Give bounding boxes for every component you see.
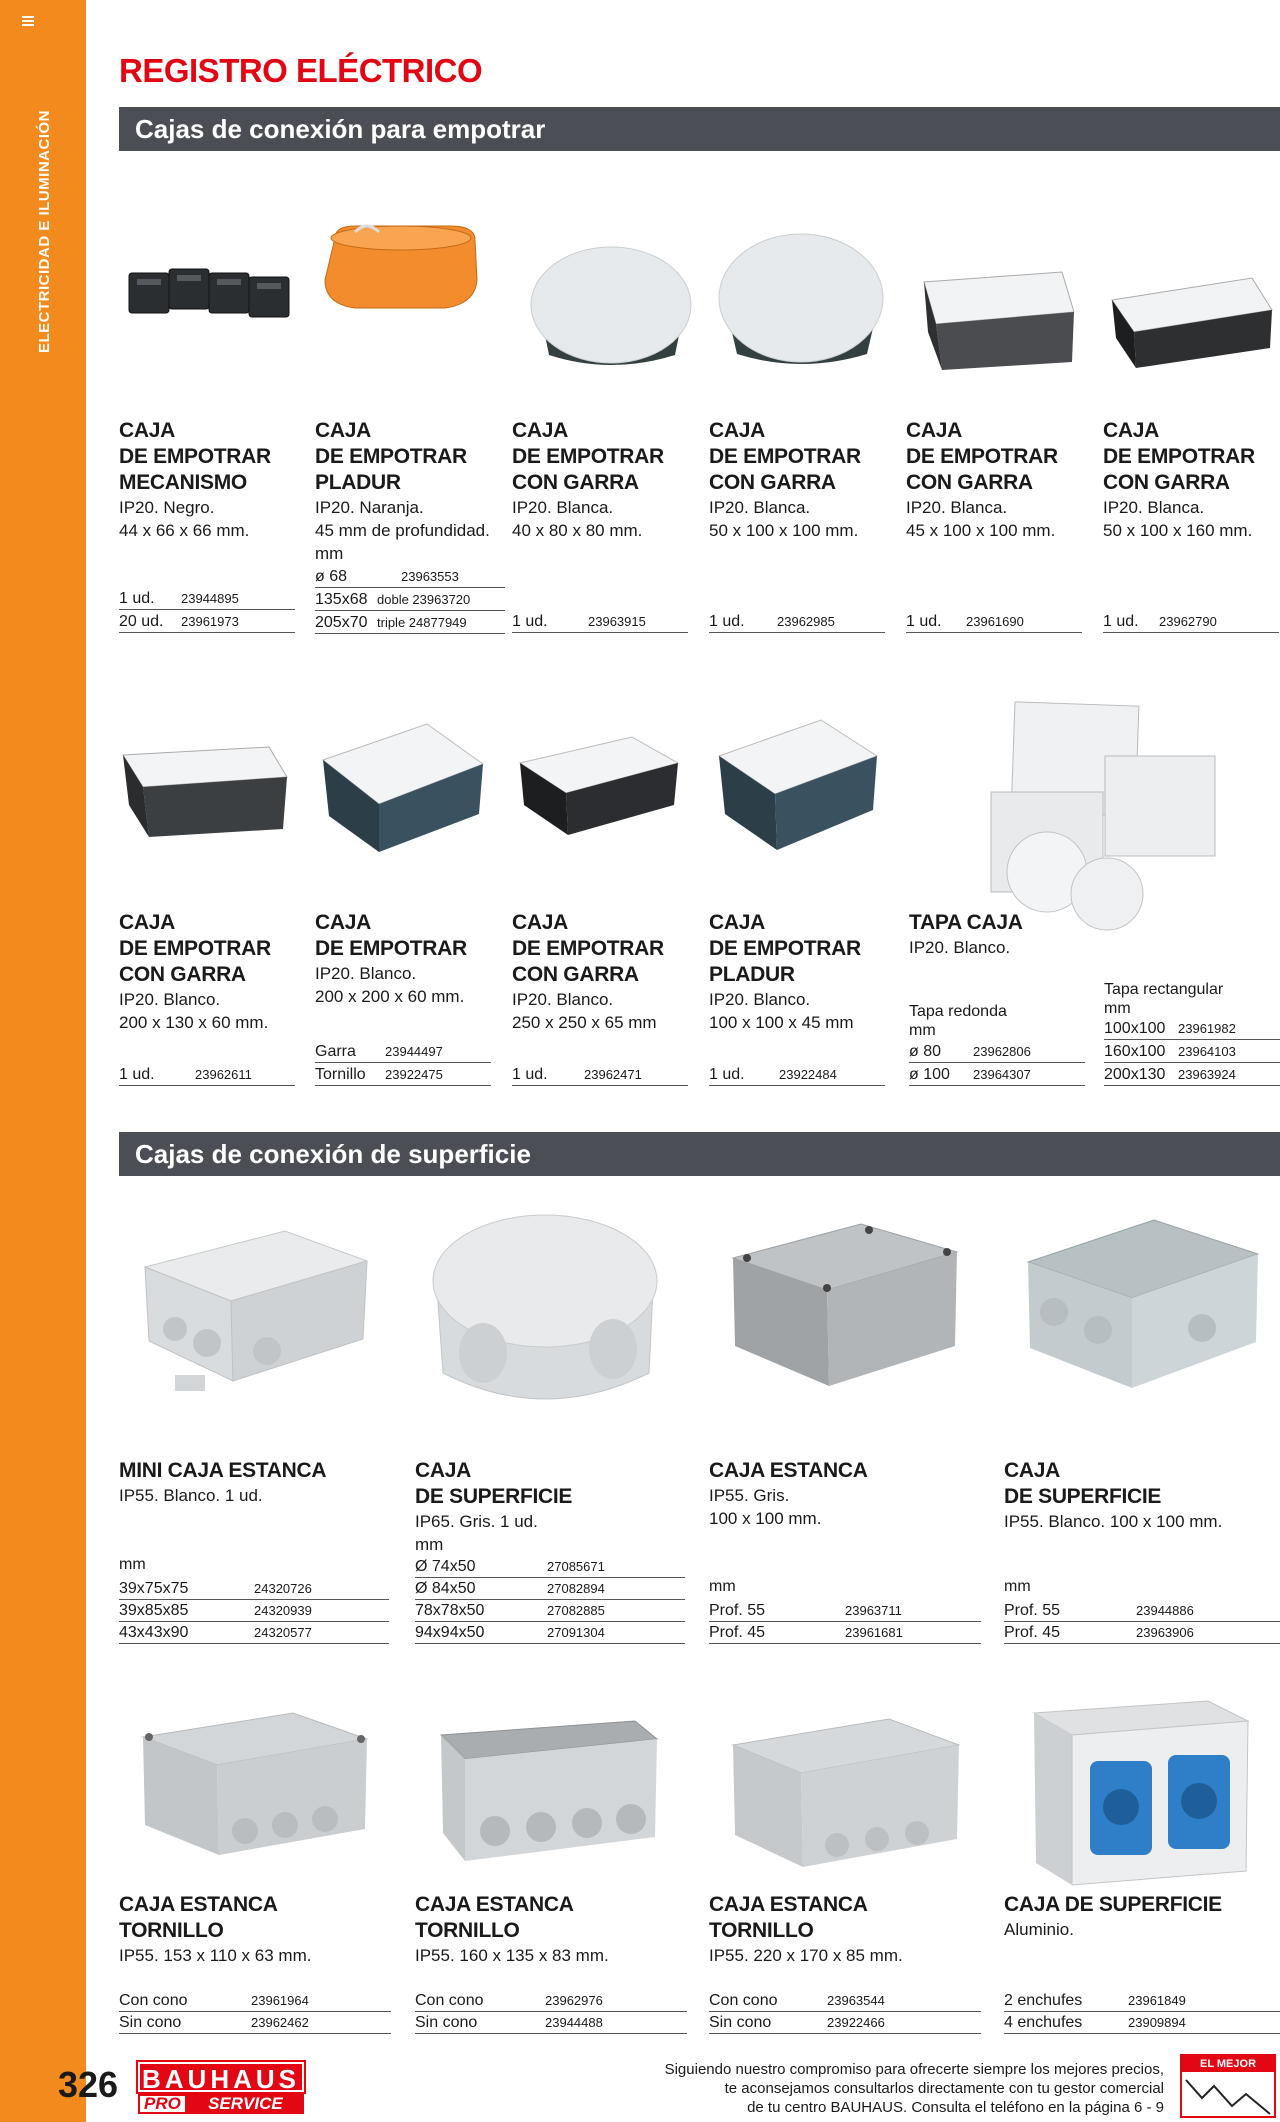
logo-pro: PRO: [138, 2094, 187, 2114]
product-s6-info: [415, 1892, 685, 1967]
product-title: CAJA ESTANCA TORNILLO: [415, 1893, 574, 1942]
row-size: Con cono: [709, 1992, 778, 2009]
product-image-s8: [1028, 1695, 1258, 1890]
product-image-s5: [135, 1705, 375, 1875]
row-code: 23944497: [385, 1044, 443, 1059]
row-code: 23961964: [251, 1993, 309, 2008]
bauhaus-logo: [138, 2062, 304, 2114]
product-image-s1: [135, 1225, 375, 1405]
product-s5-info: [119, 1892, 389, 1967]
table-row: [119, 1600, 389, 1622]
table-row: [315, 589, 505, 611]
row-size: 39x85x85: [119, 1602, 189, 1619]
product-desc: IP20. Blanco. 200 x 130 x 60 mm.: [119, 990, 269, 1032]
row-code: 23963711: [845, 1603, 902, 1618]
section-empotrar: Cajas de conexión para empotrar: [119, 107, 1280, 151]
row-code: 23961849: [1128, 1993, 1186, 2008]
row-code: 24320577: [254, 1625, 312, 1640]
product-title: MINI CAJA ESTANCA: [119, 1459, 327, 1482]
product-image-s7: [725, 1715, 965, 1885]
product-p8-info: [315, 910, 505, 1008]
product-desc: IP55. Blanco. 1 ud.: [119, 1486, 263, 1505]
table-row: [909, 1064, 1085, 1086]
section-superficie: Cajas de conexión de superficie: [119, 1132, 1280, 1176]
row-code: triple 24877949: [377, 615, 467, 630]
rect-unit: mm: [1104, 1000, 1131, 1017]
row-size: 205x70: [315, 614, 368, 631]
product-desc: Aluminio.: [1004, 1920, 1074, 1939]
table-row: [119, 1622, 389, 1644]
row-code: 23961982: [1178, 1021, 1236, 1036]
product-s8-info: [1004, 1892, 1280, 1941]
row-size: Tornillo: [315, 1066, 366, 1083]
product-p4-info: [709, 418, 885, 542]
product-title: CAJA DE EMPOTRAR PLADUR: [315, 419, 467, 494]
table-row: [709, 1622, 981, 1644]
row-code: 23964103: [1178, 1044, 1236, 1059]
row-size: Prof. 45: [1004, 1624, 1061, 1641]
unit-label: mm: [119, 1556, 146, 1573]
row-code: 27085671: [547, 1559, 605, 1574]
row-size: 200x130: [1104, 1066, 1166, 1083]
page-number: 326: [58, 2064, 119, 2105]
table-row: [909, 1041, 1085, 1063]
table-row: [709, 2012, 981, 2034]
row-code: 23944488: [545, 2015, 603, 2030]
product-s7-info: [709, 1892, 979, 1967]
product-image-s6: [435, 1715, 665, 1885]
product-title: CAJA DE EMPOTRAR CON GARRA: [512, 911, 664, 986]
table-row: [415, 1622, 685, 1644]
row-size: Con cono: [119, 1992, 188, 2009]
product-title: CAJA DE SUPERFICIE: [1004, 1459, 1162, 1508]
product-desc: IP20. Blanco. 250 x 250 x 65 mm: [512, 990, 657, 1032]
row-code: 27091304: [547, 1625, 605, 1640]
table-row: [315, 1064, 491, 1086]
product-image-p4: [715, 222, 885, 372]
product-image-p10: [709, 718, 879, 858]
row-code: 23922484: [779, 1067, 837, 1082]
row-size: 39x75x75: [119, 1580, 189, 1597]
row-code: 23962806: [973, 1044, 1031, 1059]
product-image: [125, 255, 295, 335]
table-row: [119, 1990, 391, 2012]
row-size: 160x100: [1104, 1043, 1166, 1060]
table-row: [119, 1064, 295, 1086]
product-desc: IP20. Naranja. 45 mm de profundidad.: [315, 498, 490, 540]
product-desc: IP20. Blanca. 50 x 100 x 100 mm.: [709, 498, 859, 540]
row-size: 100x100: [1104, 1020, 1166, 1037]
row-code: 23963553: [401, 569, 459, 584]
unit-label: mm: [1004, 1578, 1031, 1595]
row-size: Ø 84x50: [415, 1580, 476, 1597]
table-row: [709, 611, 885, 633]
product-title: CAJA DE EMPOTRAR: [315, 911, 467, 960]
row-size: 2 enchufes: [1004, 1992, 1083, 2009]
row-size: 20 ud.: [119, 613, 164, 630]
table-row: [315, 1041, 491, 1063]
table-row: [119, 2012, 391, 2034]
round-unit: mm: [909, 1022, 936, 1039]
table-row: [1004, 2012, 1280, 2034]
table-row: [512, 611, 688, 633]
product-title: CAJA DE EMPOTRAR CON GARRA: [1103, 419, 1255, 494]
product-p5-info: [906, 418, 1082, 542]
menu-icon: [22, 16, 34, 26]
row-code: 23962985: [777, 614, 835, 629]
row-code: 24320726: [254, 1581, 312, 1596]
row-size: 135x68: [315, 591, 368, 608]
product-title: CAJA DE SUPERFICIE: [415, 1459, 573, 1508]
row-code: 23963915: [588, 614, 646, 629]
product-title: CAJA ESTANCA TORNILLO: [709, 1893, 868, 1942]
product-image-p9: [512, 735, 682, 845]
table-row: [1104, 1041, 1280, 1063]
row-size: Prof. 45: [709, 1624, 766, 1641]
product-desc: IP55. Blanco. 100 x 100 mm.: [1004, 1512, 1223, 1531]
table-row: [1104, 1064, 1280, 1086]
product-title: CAJA DE SUPERFICIE: [1004, 1893, 1222, 1916]
rect-label: Tapa rectangular: [1104, 981, 1224, 998]
table-row: [1104, 1018, 1280, 1040]
row-size: Garra: [315, 1043, 356, 1060]
row-code: 23962471: [584, 1067, 642, 1082]
table-row: [1004, 1622, 1280, 1644]
product-desc: IP55. Gris. 100 x 100 mm.: [709, 1486, 822, 1528]
round-label: Tapa redonda: [909, 1003, 1007, 1020]
product-desc: IP55. 160 x 135 x 83 mm.: [415, 1946, 609, 1965]
unit-label: mm: [315, 544, 344, 563]
row-size: Sin cono: [709, 2014, 772, 2031]
product-title: CAJA DE EMPOTRAR CON GARRA: [906, 419, 1058, 494]
row-code: 23962462: [251, 2015, 309, 2030]
row-code: 23963924: [1178, 1067, 1236, 1082]
row-code: 23961681: [845, 1625, 903, 1640]
row-code: 23922475: [385, 1067, 443, 1082]
product-title: CAJA ESTANCA TORNILLO: [119, 1893, 278, 1942]
product-desc: IP20. Blanca. 50 x 100 x 160 mm.: [1103, 498, 1253, 540]
product-image-p6: [1106, 262, 1276, 372]
row-code: 23963906: [1136, 1625, 1194, 1640]
product-s2-info: [415, 1458, 685, 1556]
product-desc: IP20. Blanca. 45 x 100 x 100 mm.: [906, 498, 1056, 540]
product-image-p5: [912, 252, 1082, 372]
table-row: [709, 1990, 981, 2012]
row-code: 23962976: [545, 1993, 603, 2008]
best-price-label: EL MEJOR PRECIO: [1182, 2056, 1274, 2072]
table-row: [415, 1578, 685, 1600]
product-s1-info: [119, 1458, 389, 1507]
product-desc: IP20. Blanco.: [909, 938, 1011, 957]
product-image-p7: [119, 725, 289, 845]
row-code: 23964307: [973, 1067, 1031, 1082]
product-desc: IP20. Blanca. 40 x 80 x 80 mm.: [512, 498, 643, 540]
table-row: [415, 2012, 687, 2034]
table-row: [1103, 611, 1279, 633]
row-size: ø 100: [909, 1066, 950, 1083]
product-title: CAJA DE EMPOTRAR CON GARRA: [512, 419, 664, 494]
product-image-p3: [525, 235, 695, 375]
product-image-p8: [315, 720, 485, 860]
row-size: 1 ud.: [512, 613, 548, 630]
row-code: 23961973: [181, 614, 239, 629]
product-title: CAJA DE EMPOTRAR MECANISMO: [119, 419, 271, 494]
unit-label: mm: [415, 1535, 444, 1554]
row-size: Prof. 55: [1004, 1602, 1061, 1619]
table-row: [415, 1990, 687, 2012]
product-desc: IP55. 153 x 110 x 63 mm.: [119, 1946, 312, 1965]
row-size: 1 ud.: [709, 1066, 745, 1083]
row-size: Ø 74x50: [415, 1558, 476, 1575]
row-code: 23963544: [827, 1993, 885, 2008]
product-s3-info: [709, 1458, 979, 1530]
best-price-badge: [1180, 2054, 1276, 2118]
row-size: ø 80: [909, 1043, 942, 1060]
table-row: [415, 1556, 685, 1578]
row-size: Sin cono: [415, 2014, 478, 2031]
row-size: 1 ud.: [512, 1066, 548, 1083]
table-row: [709, 1600, 981, 1622]
product-desc: IP20. Blanco. 200 x 200 x 60 mm.: [315, 964, 465, 1006]
table-row: [415, 1600, 685, 1622]
table-row: [315, 612, 505, 634]
product-desc: IP20. Blanco. 100 x 100 x 45 mm: [709, 990, 854, 1032]
product-title: CAJA DE EMPOTRAR CON GARRA: [709, 419, 861, 494]
product-title: CAJA DE EMPOTRAR PLADUR: [709, 911, 861, 986]
row-size: 1 ud.: [119, 590, 155, 607]
product-title: CAJA DE EMPOTRAR CON GARRA: [119, 911, 271, 986]
product-p3-info: [512, 418, 688, 542]
row-code: 23909894: [1128, 2015, 1186, 2030]
product-image-s3: [725, 1218, 965, 1398]
row-size: Con cono: [415, 1992, 484, 2009]
product-p7-info: [119, 910, 295, 1034]
price-chart-icon: [1182, 2072, 1274, 2116]
table-row: [119, 588, 295, 610]
footer-note: Siguiendo nuestro compromiso para ofrecerte siempre los mejores precios, te aconsejamos consultarlos directamente con tu gestor comercial de tu centro BAUHAUS. Consulta el teléfono en la página 6 - 9: [664, 2061, 1164, 2116]
row-size: 1 ud.: [709, 613, 745, 630]
row-size: ø 68: [315, 568, 348, 585]
sidebar-label: ELECTRICIDAD E ILUMINACIÓN: [36, 110, 53, 353]
row-size: 78x78x50: [415, 1602, 485, 1619]
row-code: 23961690: [966, 614, 1024, 629]
row-code: doble 23963720: [377, 592, 471, 607]
page-title: REGISTRO ELÉCTRICO: [119, 52, 483, 89]
row-code: 27082885: [547, 1603, 605, 1618]
row-code: 23944895: [181, 591, 239, 606]
logo-service: SERVICE: [187, 2094, 304, 2114]
row-code: 23962611: [195, 1067, 252, 1082]
row-size: 1 ud.: [1103, 613, 1139, 630]
unit-label: mm: [709, 1578, 736, 1595]
product-p6-info: [1103, 418, 1279, 542]
product-p11-info: [909, 910, 1079, 959]
row-code: 23962790: [1159, 614, 1217, 629]
row-size: 4 enchufes: [1004, 2014, 1083, 2031]
row-size: Sin cono: [119, 2014, 182, 2031]
row-size: Prof. 55: [709, 1602, 766, 1619]
row-code: 27082894: [547, 1581, 605, 1596]
product-p1-info: [119, 418, 295, 542]
product-title: CAJA ESTANCA: [709, 1459, 868, 1482]
product-image-s4: [1022, 1212, 1262, 1402]
row-size: 94x94x50: [415, 1624, 485, 1641]
product-desc: IP20. Negro. 44 x 66 x 66 mm.: [119, 498, 250, 540]
product-image-s2: [425, 1205, 665, 1425]
product-desc: IP65. Gris. 1 ud.: [415, 1512, 538, 1531]
product-p9-info: [512, 910, 702, 1034]
product-desc: IP55. 220 x 170 x 85 mm.: [709, 1946, 903, 1965]
row-code: 23944886: [1136, 1603, 1194, 1618]
table-row: [512, 1064, 688, 1086]
row-code: 24320939: [254, 1603, 312, 1618]
table-row: [315, 566, 505, 588]
table-row: [119, 1578, 389, 1600]
product-p10-info: [709, 910, 899, 1034]
product-p2-info: [315, 418, 505, 565]
side-strip: [0, 0, 86, 2122]
table-row: [1004, 1600, 1280, 1622]
table-row: [1004, 1990, 1280, 2012]
product-s4-info: [1004, 1458, 1280, 1533]
row-size: 43x43x90: [119, 1624, 189, 1641]
tapa-redonda-label: [909, 1002, 1007, 1040]
row-size: 1 ud.: [119, 1066, 155, 1083]
table-row: [709, 1064, 885, 1086]
table-row: [119, 611, 295, 633]
row-code: 23922466: [827, 2015, 885, 2030]
tapa-rectangular-label: [1104, 980, 1223, 1018]
product-image: [315, 218, 485, 328]
table-row: [906, 611, 1082, 633]
row-size: 1 ud.: [906, 613, 942, 630]
logo-top: BAUHAUS: [138, 2062, 304, 2092]
product-title: TAPA CAJA: [909, 911, 1023, 934]
